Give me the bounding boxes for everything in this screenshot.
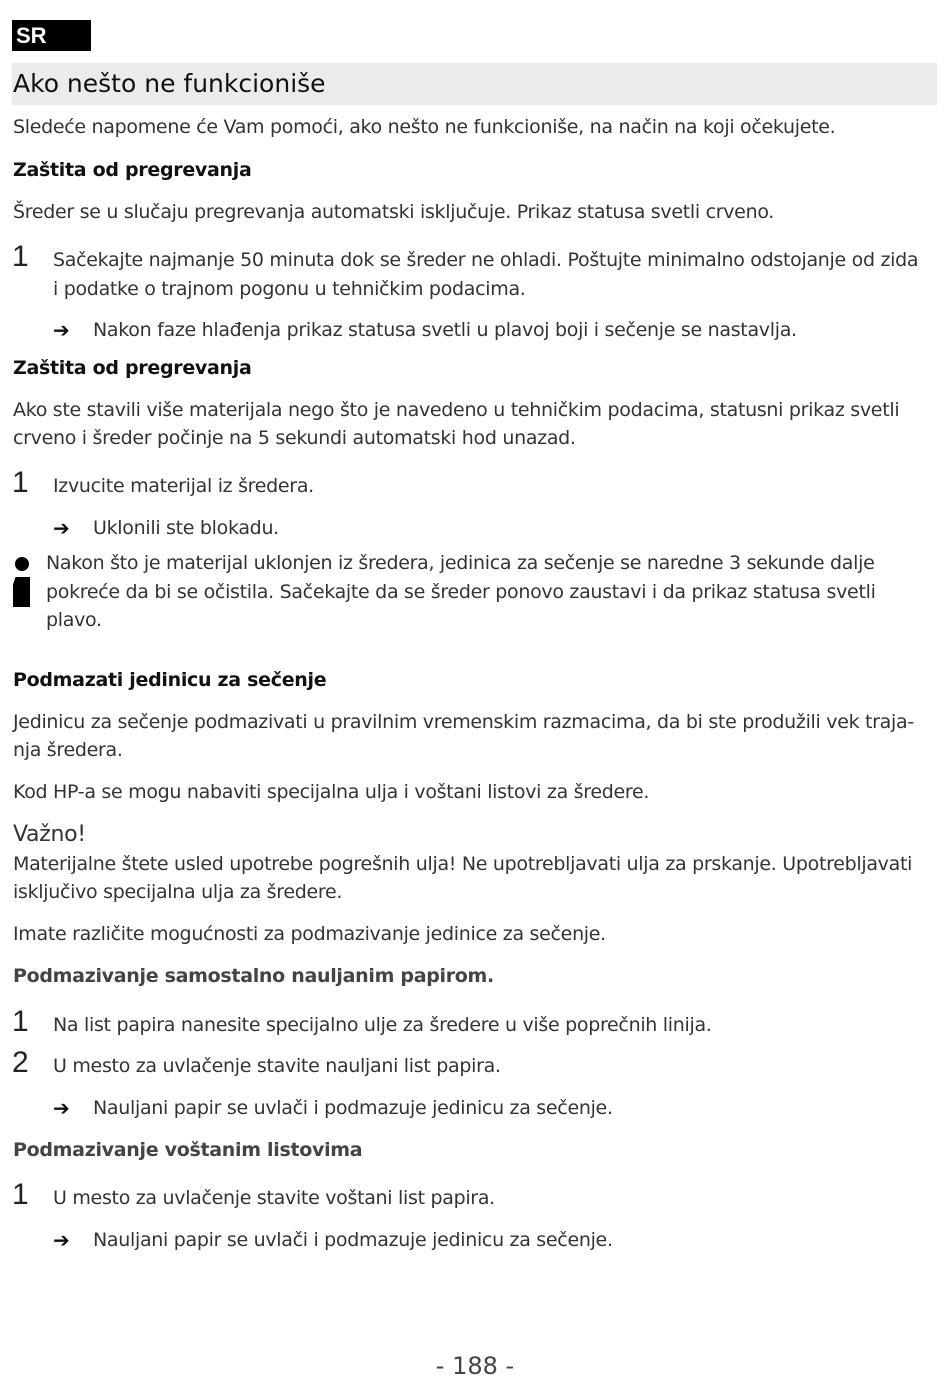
options-text: Imate različite mogućnosti za podmazivanje jedinice za sečenje.	[13, 923, 606, 945]
section-text-line: nja šredera.	[13, 739, 123, 761]
step-text: Izvucite materijal iz šredera.	[53, 475, 314, 497]
section-heading-lubricate: Podmazati jedinicu za sečenje	[13, 669, 327, 691]
important-text-line: Materijalne štete usled upotrebe pogrešnih ulja! Ne upotrebljavati ulja za prskanje. Upotrebljavati	[13, 853, 913, 875]
step-text: U mesto za uvlačenje stavite nauljani list papira.	[53, 1055, 501, 1077]
step-number: 1	[12, 466, 29, 499]
step-number: 1	[12, 1005, 29, 1038]
info-text-line: pokreće da bi se očistila. Sačekajte da se šreder ponovo zaustavi i da prikaz statusa svetli	[46, 581, 876, 603]
section-heading-overheat: Zaštita od pregrevanja	[13, 159, 252, 181]
section-text: Kod HP-a se mogu nabaviti specijalna ulja i voštani listovi za šredere.	[13, 781, 650, 803]
arrow-right-icon: ➔	[53, 516, 70, 540]
info-icon-bar	[13, 577, 30, 607]
step-number: 2	[12, 1046, 29, 1079]
step-text-line: Sačekajte najmanje 50 minuta dok se šreder ne ohladi. Poštujte minimalno odstojanje od zida	[53, 249, 919, 271]
arrow-right-icon: ➔	[53, 1228, 70, 1252]
info-text-line: plavo.	[46, 609, 102, 631]
step-text: Na list papira nanesite specijalno ulje za šredere u više poprečnih linija.	[53, 1014, 712, 1036]
important-label: Važno!	[13, 822, 86, 847]
info-text-line: Nakon što je materijal uklonjen iz šredera, jedinica za sečenje se naredne 3 sekunde dalje	[46, 552, 875, 574]
intro-text: Sledeće napomene će Vam pomoći, ako nešto ne funkcioniše, na način na koji očekujete.	[13, 116, 836, 138]
step-text-line: i podatke o trajnom pogonu u tehničkim podacima.	[53, 278, 526, 300]
page-number: - 188 -	[435, 1352, 515, 1380]
page-title: Ako nešto ne funkcioniše	[13, 69, 326, 98]
section-text-line: crveno i šreder počinje na 5 sekundi automatski hod unazad.	[13, 427, 576, 449]
step-number: 1	[12, 240, 29, 273]
arrow-right-icon: ➔	[53, 318, 70, 342]
step-text: U mesto za uvlačenje stavite voštani list papira.	[53, 1187, 495, 1209]
result-text: Nakon faze hlađenja prikaz statusa svetli u plavoj boji i sečenje se nastavlja.	[93, 319, 797, 341]
language-badge: SR	[12, 20, 91, 51]
result-text: Nauljani papir se uvlači i podmazuje jedinicu za sečenje.	[93, 1229, 613, 1251]
important-text-line: isključivo specijalna ulja za šredere.	[13, 881, 343, 903]
section-heading-overload: Zaštita od pregrevanja	[13, 357, 252, 379]
result-text: Nauljani papir se uvlači i podmazuje jedinicu za sečenje.	[93, 1097, 613, 1119]
section-text: Šreder se u slučaju pregrevanja automatski isključuje. Prikaz statusa svetli crveno.	[13, 201, 775, 223]
step-number: 1	[12, 1178, 29, 1211]
section-text-line: Ako ste stavili više materijala nego što je navedeno u tehničkim podacima, statusni prikaz svetli	[13, 399, 900, 421]
info-icon	[15, 557, 29, 571]
section-heading-wax-sheets: Podmazivanje voštanim listovima	[13, 1139, 363, 1161]
arrow-right-icon: ➔	[53, 1096, 70, 1120]
section-text-line: Jedinicu za sečenje podmazivati u pravilnim vremenskim razmacima, da bi ste produžili vek traja-	[13, 711, 914, 733]
section-heading-oiled-paper: Podmazivanje samostalno nauljanim papirom.	[13, 965, 494, 987]
result-text: Uklonili ste blokadu.	[93, 517, 279, 539]
